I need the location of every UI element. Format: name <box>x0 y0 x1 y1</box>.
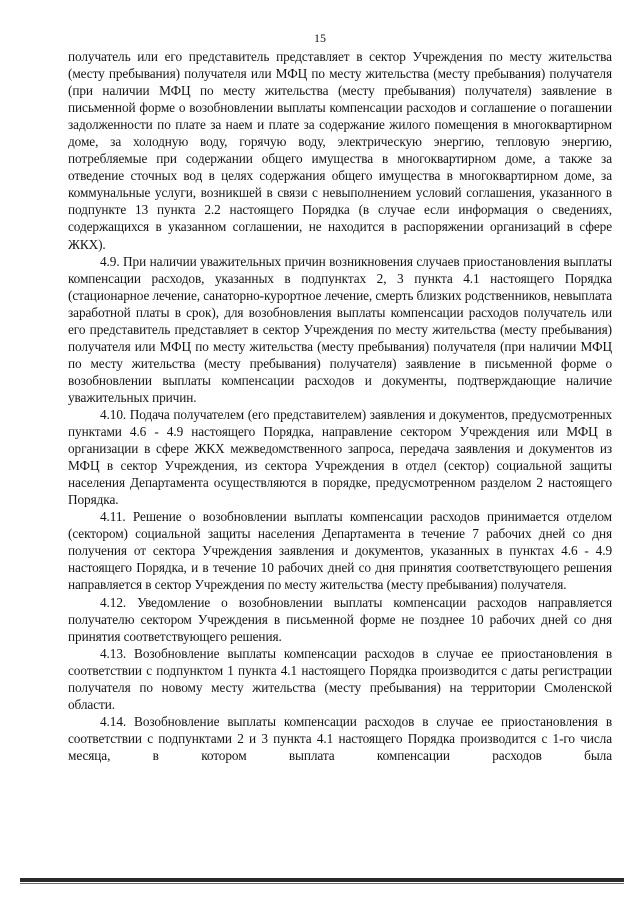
paragraph-4-9: 4.9. При наличии уважительных причин возникновения случаев приостановления выплаты компенсации расходов, указанных в подпунктах 2, 3 пункта 4.1 настоящего Порядка (стационарное лечение, санаторно-курортное лечение, смерть близких родственников, невыплата заработной платы в срок), для возобновления выплаты компенсации расходов получатель или его представитель представляет в сектор Учреждения по месту жительства (месту пребывания) получателя или МФЦ по месту жительства (месту пребывания) получателя (при наличии МФЦ по месту жительства (месту пребывания) получателя) заявление в письменной форме о возобновлении выплаты компенсации расходов и документы, подтверждающие наличие уважительных причин. <box>68 253 612 405</box>
paragraph-4-11: 4.11. Решение о возобновлении выплаты компенсации расходов принимается отделом (сектором) социальной защиты населения Департамента в течение 7 рабочих дней со дня получения от сектора Учреждения заявления и документов, указанных в пунктах 4.6 - 4.9 настоящего Порядка, и в течение 10 рабочих дней со дня принятия соответствующего решения направляется в сектор Учреждения по месту жительства (месту пребывания) получателя. <box>68 509 612 593</box>
page-number: 15 <box>314 31 326 45</box>
scan-bottom-edge <box>20 878 624 882</box>
scan-bottom-edge-shadow <box>20 883 624 884</box>
paragraph-continuation: получатель или его представитель представляет в сектор Учреждения по месту жительства (месту пребывания) получателя или МФЦ по месту жительства (месту пребывания) получателя (при наличии МФЦ по месту жительства (месту пребывания) получателя) заявление в письменной форме о возобновлении выплаты компенсации расходов и соглашение о погашении задолженности по плате за наем и плате за содержание жилого помещения в многоквартирном доме, за холодную воду, горячую воду, электрическую энергию, тепловую энергию, потребляемые при содержании общего имущества в многоквартирном доме, а также за отведение сточных вод в целях содержания общего имущества в многоквартирном доме, за коммунальные услуги, возникшей в связи с невыполнением условий соглашения, указанного в подпункте 13 пункта 2.2 настоящего Порядка (в случае если информация о сведениях, содержащихся в указанном соглашении, не находится в распоряжении организаций в сфере ЖКХ). <box>68 49 612 252</box>
paragraph-4-14: 4.14. Возобновление выплаты компенсации расходов в случае ее приостановления в соответствии с подпунктами 2 и 3 пункта 4.1 настоящего Порядка производится с 1-го числа месяца, в котором выплата компенсации расходов была <box>68 713 612 763</box>
paragraph-4-10: 4.10. Подача получателем (его представителем) заявления и документов, предусмотренных пунктами 4.6 - 4.9 настоящего Порядка, направление сектором Учреждения или МФЦ в организации в сфере ЖКХ межведомственного запроса, передача заявления и документов из МФЦ в сектор Учреждения, из сектора Учреждения в отдел (сектор) социальной защиты населения Департамента осуществляются в порядке, предусмотренном разделом 2 настоящего Порядка. <box>68 406 612 508</box>
paragraph-4-12: 4.12. Уведомление о возобновлении выплаты компенсации расходов направляется получателю сектором Учреждения в письменной форме не позднее 10 рабочих дней со дня принятия соответствующего решения. <box>68 594 612 644</box>
paragraph-4-13: 4.13. Возобновление выплаты компенсации расходов в случае ее приостановления в соответствии с подпунктом 1 пункта 4.1 настоящего Порядка производится с даты регистрации получателя по новому месту жительства (месту пребывания) на территории Смоленской области. <box>68 645 612 712</box>
document-body <box>68 48 612 764</box>
